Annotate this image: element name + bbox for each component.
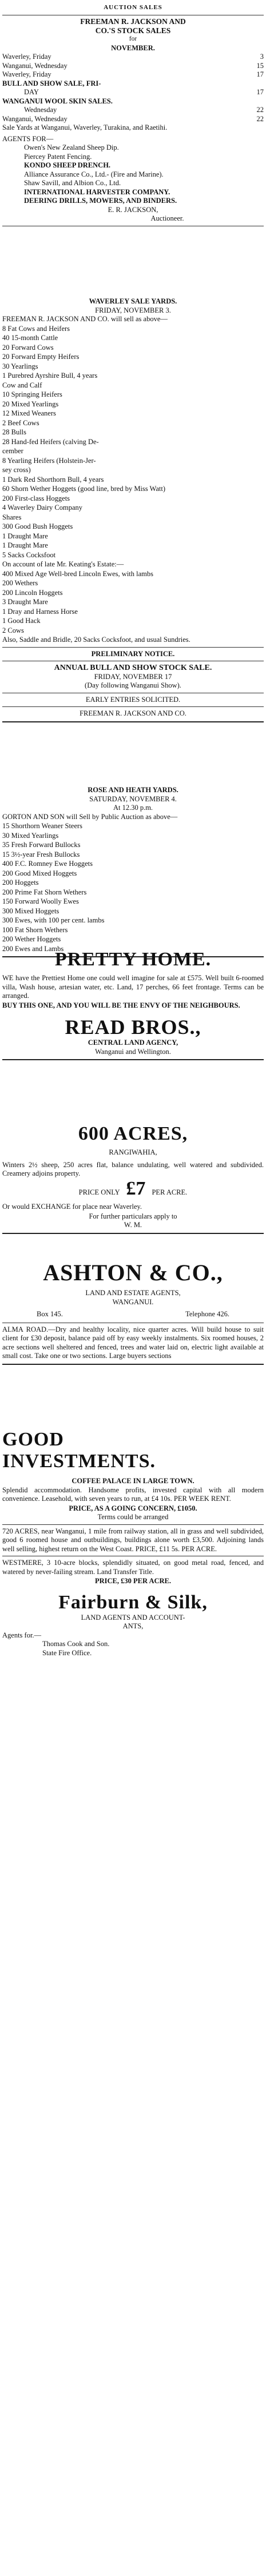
divider — [2, 721, 264, 722]
terms: Terms could be arranged — [97, 1513, 169, 1521]
acres-headline: 600 ACRES, — [78, 1123, 188, 1144]
schedule-place: Wanganui, Wednesday — [2, 61, 68, 70]
read-bros-name: READ BROS., — [65, 1016, 201, 1039]
investments-headline-2: INVESTMENTS. — [2, 1451, 156, 1472]
schedule-day: 3 — [260, 53, 264, 61]
price-unit: PER ACRE. — [152, 1188, 188, 1196]
read-bros-location: Wanganui and Wellington. — [95, 1047, 171, 1056]
list-item: 20 Forward Cows — [2, 343, 54, 352]
pretty-home-ad — [2, 949, 264, 1063]
agent-item: KONDO SHEEP DRENCH. — [24, 161, 111, 169]
agents-list — [2, 135, 264, 223]
list-item: On account of late Mr. Keating's Estate:— — [2, 560, 124, 568]
westmere-price: PRICE, £30 PER ACRE. — [95, 1577, 171, 1585]
divider — [2, 1059, 264, 1060]
bull-show-line: BULL AND SHOW SALE, FRI- — [2, 79, 101, 87]
list-item: 1 Dark Red Shorthorn Bull, 4 years — [2, 475, 104, 484]
list-item: 1 Draught Mare — [2, 532, 48, 540]
list-item: 200 Wethers — [2, 579, 38, 587]
ad3-date: SATURDAY, NOVEMBER 4. — [89, 794, 177, 803]
sale-yards-text: Sale Yards at Wanganui, Waverley, Turakina, and Raetihi. — [2, 123, 168, 131]
list-item: Cow and Calf — [2, 381, 42, 389]
list-item: 200 Prime Fat Shorn Wethers — [2, 888, 87, 896]
list-item: 2 Cows — [2, 626, 24, 634]
cafe-body: Splendid accommodation. Handsome profits, invested capital with all modern convenience. Leasehold, with seven years to run, at £4 10s. PER WEEK RENT. — [2, 1485, 264, 1503]
cafe-title: COFFEE PALACE IN LARGE TOWN. — [72, 1477, 194, 1485]
ashton-sub: LAND AND ESTATE AGENTS, — [85, 1289, 181, 1297]
bull-show-day — [2, 88, 264, 97]
ad3-title: ROSE AND HEATH YARDS. — [88, 786, 178, 794]
fairburn-sub2: ANTS, — [122, 1622, 144, 1630]
westmere-body: WESTMERE, 3 10-acre blocks, splendidly situated, on good metal road, fenced, and watered by never-failing stream. Land Transfer Title. — [2, 1559, 264, 1576]
ad3-time: At 12.30 p.m. — [113, 804, 153, 812]
section-header — [2, 1, 264, 18]
acres-exchange: Or would EXCHANGE for place near Waverley. — [2, 1203, 142, 1211]
list-item: 30 Mixed Yearlings — [2, 831, 59, 840]
fairburn-agents: Agents for.— — [2, 1631, 42, 1639]
schedule-place: Waverley, Friday — [2, 70, 51, 78]
list-item: 28 Bulls — [2, 428, 27, 436]
schedule-place: Wednesday — [24, 106, 57, 114]
list-item: 1 Good Hack — [2, 617, 41, 625]
schedule-row — [2, 53, 264, 62]
acres-price-line — [2, 1177, 264, 1199]
investments-headline-1: GOOD — [2, 1429, 64, 1450]
list-item: 30 Yearlings — [2, 362, 38, 370]
agent-item: INTERNATIONAL HARVESTER COMPANY. — [24, 187, 170, 196]
pretty-home-body: WE have the Prettiest Home one could well imagine for sale at £575. Well built 6-roomed villa, Wash house, artesian water, etc. Land, 17 perches, 66 feet frontage. Terms can be arranged. — [2, 974, 264, 1000]
prelim-notice-title: PRELIMINARY NOTICE. — [91, 649, 175, 658]
list-item: 5 Sacks Cocksfoot — [2, 550, 56, 559]
fairburn-silk-name: Fairburn & Silk, — [58, 1591, 208, 1613]
list-item: 20 Mixed Yearlings — [2, 400, 59, 408]
ad2-intro: FREEMAN R. JACKSON AND CO. will sell as above— — [2, 315, 168, 323]
schedule-row — [2, 70, 264, 79]
divider — [2, 1524, 264, 1525]
list-item: 3 Draught Mare — [2, 598, 48, 606]
list-item: 300 Mixed Hoggets — [2, 906, 59, 915]
bull-show-date: 17 — [256, 88, 264, 96]
list-item: cember — [2, 447, 23, 455]
six-hundred-acres-ad — [2, 1123, 264, 1237]
list-item: sey cross) — [2, 466, 31, 474]
ashton-contact — [37, 1310, 229, 1319]
bull-show-label: DAY — [24, 88, 39, 96]
auctioneer-title: Auctioneer. — [150, 214, 184, 222]
ad2-signoff: FREEMAN R. JACKSON AND CO. — [80, 709, 186, 717]
list-item: 15 3½-year Fresh Bullocks — [2, 850, 80, 858]
list-item: 200 First-class Hoggets — [2, 494, 70, 502]
list-item: 12 Mixed Weaners — [2, 409, 56, 417]
good-investments-ad — [2, 1429, 264, 1658]
fairburn-sub: LAND AGENTS AND ACCOUNT- — [81, 1613, 185, 1622]
schedule-row — [2, 106, 264, 115]
list-item: 200 Wether Hoggets — [2, 935, 61, 943]
annual-sale-date: FRIDAY, NOVEMBER 17 — [94, 672, 172, 681]
annual-sale-note: (Day following Wanganui Show). — [85, 681, 181, 689]
schedule-day: 22 — [256, 106, 264, 114]
ashton-location: WANGANUI. — [112, 1297, 154, 1306]
price-value: £7 — [126, 1177, 146, 1199]
cafe-price: PRICE, AS A GOING CONCERN, £1050. — [69, 1504, 197, 1512]
read-bros-agency: CENTRAL LAND AGENCY, — [88, 1039, 178, 1047]
pretty-home-body2: BUY THIS ONE, AND YOU WILL BE THE ENVY OF THE NEIGHBOURS. — [2, 1001, 240, 1009]
auctioneer-name: E. R. JACKSON, — [108, 205, 158, 214]
list-item: 28 Hand-fed Heifers (calving De- — [2, 437, 99, 446]
ashton-box: Box 145. — [37, 1310, 63, 1318]
acres-place: RANGIWAHIA, — [109, 1148, 157, 1156]
list-item: 1 Draught Mare — [2, 541, 48, 549]
early-entries: EARLY ENTRIES SOLICITED. — [85, 695, 181, 704]
jackson-stock-sales-ad — [2, 17, 264, 229]
ad1-title-1: FREEMAN R. JACKSON AND — [80, 17, 186, 26]
list-item: 200 Ewes and Lambs — [2, 944, 64, 953]
ad2-date: FRIDAY, NOVEMBER 3. — [95, 306, 171, 314]
schedule-place: Wanganui, Wednesday — [2, 114, 68, 123]
acres-initials: W. M. — [124, 1221, 142, 1229]
divider — [2, 1364, 264, 1365]
list-item: 8 Fat Cows and Heifers — [2, 324, 70, 333]
list-item: 300 Ewes, with 100 per cent. lambs — [2, 916, 105, 924]
ashton-body: ALMA ROAD.—Dry and healthy locality, nice quarter acres. Will build house to suit client for £30 deposit, balance paid off by easy weekly instalments. Six roomed houses, 2 acre sections well sheltered and fenced, trees and water laid on, electric light available at small cost. Take one or two sections. Large buyers sections — [2, 1325, 264, 1360]
ad1-title-4: NOVEMBER. — [111, 43, 155, 52]
gorton-sale-ad — [2, 786, 264, 960]
auction-sales-header: AUCTION SALES — [104, 4, 162, 11]
list-item: 200 Hoggets — [2, 878, 39, 886]
ad1-title-3: for — [129, 35, 137, 42]
wool-skin-line: WANGANUI WOOL SKIN SALES. — [2, 97, 113, 105]
agent-item: Owen's New Zealand Sheep Dip. — [24, 143, 119, 151]
list-item: 300 Good Bush Hoggets — [2, 522, 73, 530]
agents-heading: AGENTS FOR— — [2, 134, 54, 143]
price-label: PRICE ONLY — [78, 1188, 120, 1196]
schedule-row — [2, 115, 264, 124]
ad2-title: WAVERLEY SALE YARDS. — [89, 297, 177, 305]
list-item: 20 Forward Empty Heifers — [2, 353, 80, 361]
schedule-day: 15 — [256, 61, 264, 70]
acres-body: Winters 2½ sheep, 250 acres flat, balance undulating, well watered and subdivided. Creamery adjoins property. — [2, 1160, 264, 1177]
acres-further: For further particulars apply to — [89, 1212, 177, 1220]
list-item: 35 Fresh Forward Bullocks — [2, 841, 81, 849]
schedule-row — [2, 62, 264, 71]
agent-item: Shaw Savill, and Albion Co., Ltd. — [24, 179, 121, 187]
ashton-name: ASHTON & CO., — [43, 1260, 223, 1285]
ad3-intro: GORTON AND SON will Sell by Public Auction as above— — [2, 812, 178, 821]
divider — [2, 647, 264, 648]
agent-item: Alliance Assurance Co., Ltd.- (Fire and Marine). — [24, 170, 164, 178]
list-item: 15 Shorthorn Weaner Steers — [2, 822, 83, 830]
list-item: 40 15-month Cattle — [2, 334, 58, 342]
list-item: 200 Good Mixed Hoggets — [2, 869, 77, 877]
waverley-sale-yards-ad — [2, 297, 264, 725]
pretty-home-headline: PRETTY HOME. — [54, 949, 212, 970]
list-item: 400 F.C. Romney Ewe Hoggets — [2, 860, 93, 868]
ashton-co-ad — [2, 1260, 264, 1368]
divider — [2, 706, 264, 707]
list-item: 400 Mixed Age Well-bred Lincoln Ewes, with lambs — [2, 569, 153, 578]
list-item: 100 Fat Shorn Wethers — [2, 925, 68, 934]
ad1-title-2: CO.'S STOCK SALES — [95, 26, 171, 35]
schedule-day: 22 — [256, 114, 264, 123]
list-item: 1 Dray and Harness Horse — [2, 607, 78, 616]
annual-sale-title: ANNUAL BULL AND SHOW STOCK SALE. — [54, 664, 212, 672]
list-item: 2 Beef Cows — [2, 418, 39, 427]
agent-item: DEERING DRILLS, MOWERS, AND BINDERS. — [24, 197, 177, 205]
agent-item: Piercey Patent Fencing. — [24, 152, 92, 161]
acres-720-body: 720 ACRES, near Wanganui, 1 mile from railway station, all in grass and well subdivided, good 6 roomed house and outbuildings, buildings alone worth £3,500. Adjoining lands well selling, highest return on the West Coast. PRICE, £11 5s. PER ACRE. — [2, 1527, 264, 1553]
ad3-items-list — [2, 822, 264, 953]
fairburn-agent-2: State Fire Office. — [42, 1648, 92, 1657]
divider — [2, 1233, 264, 1234]
fairburn-agent-1: Thomas Cook and Son. — [42, 1640, 110, 1648]
list-item: 4 Waverley Dairy Company — [2, 504, 83, 512]
ad2-items-list — [2, 325, 264, 645]
list-item: 150 Forward Woolly Ewes — [2, 897, 79, 905]
ashton-phone: Telephone 426. — [185, 1310, 229, 1318]
list-item: 200 Lincoln Hoggets — [2, 588, 63, 597]
schedule-place: Waverley, Friday — [2, 53, 51, 61]
list-item: Also, Saddle and Bridle, 20 Sacks Cocksfoot, and usual Sundries. — [2, 636, 190, 644]
list-item: 8 Yearling Heifers (Holstein-Jer- — [2, 456, 96, 465]
schedule-day: 17 — [256, 70, 264, 78]
list-item: 10 Springing Heifers — [2, 390, 62, 398]
list-item: 60 Shorn Wether Hoggets (good line, bred by Miss Watt) — [2, 485, 165, 493]
list-item: Shares — [2, 513, 22, 521]
list-item: 1 Purebred Ayrshire Bull, 4 years — [2, 372, 98, 380]
